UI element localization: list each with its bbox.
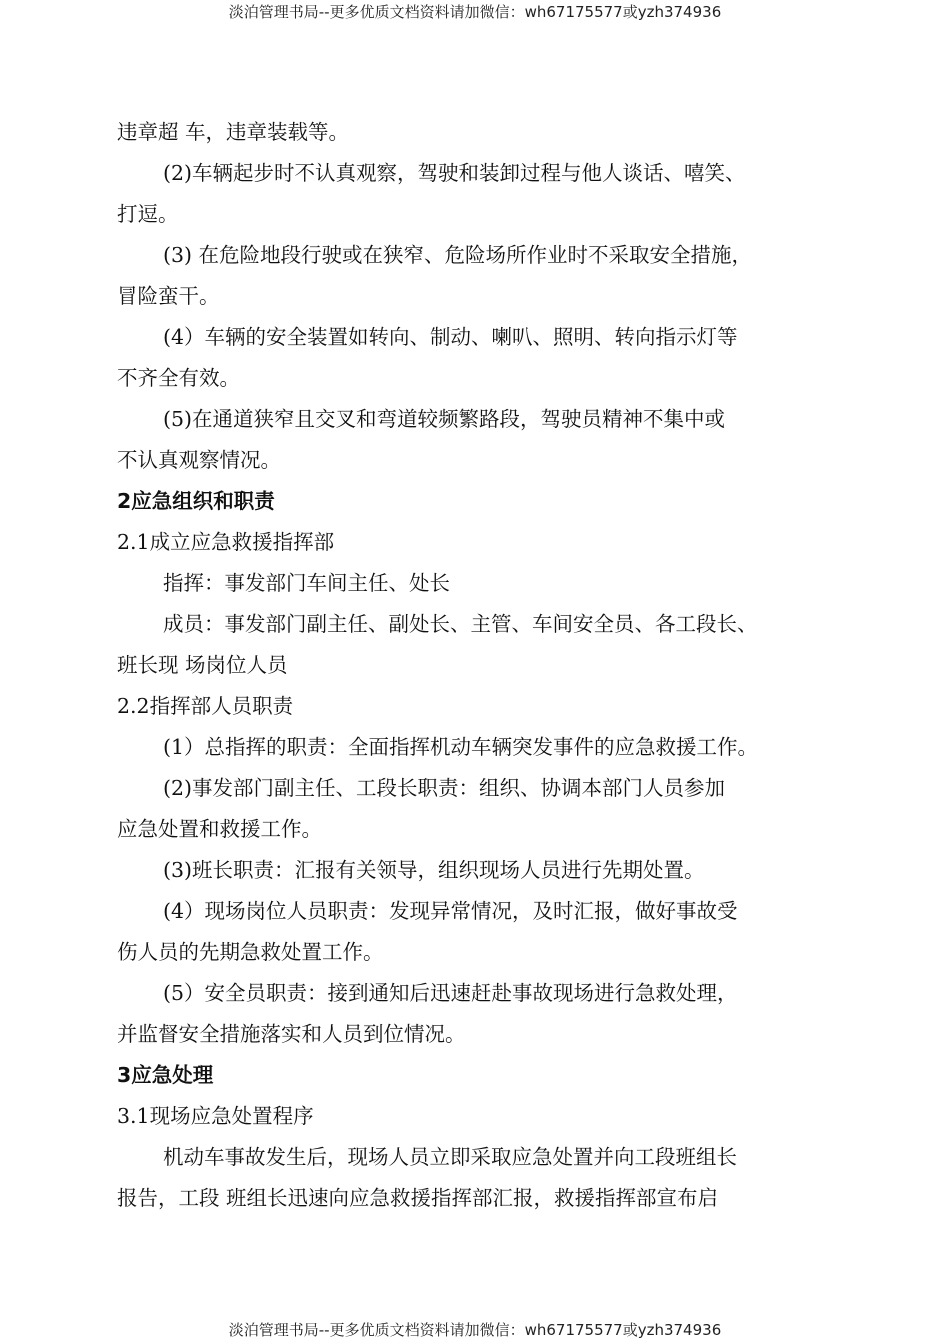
body-line: (5)在通道狭窄且交叉和弯道较频繁路段，驾驶员精神不集中或 (163, 407, 726, 431)
body-line: 冒险蛮干。 (117, 284, 220, 308)
page-footer-banner: 淡泊管理书局--更多优质文档资料请加微信：wh67175577或yzh374936 (228, 1321, 722, 1339)
body-line: 并监督安全措施落实和人员到位情况。 (117, 1022, 466, 1046)
body-line: (1）总指挥的职责：全面指挥机动车辆突发事件的应急救援工作。 (163, 735, 759, 759)
body-line: 违章超 车，违章装载等。 (117, 120, 350, 144)
document-body (117, 112, 847, 1219)
body-line: 应急处置和救援工作。 (117, 817, 322, 841)
body-line: 成员：事发部门副主任、副处长、主管、车间安全员、各工段长、 (163, 612, 758, 636)
body-line: (2)车辆起步时不认真观察，驾驶和装卸过程与他人谈话、嘻笑、 (163, 161, 746, 185)
body-line: 不齐全有效。 (117, 366, 240, 390)
body-line: 指挥：事发部门车间主任、处长 (163, 571, 450, 595)
body-line: (2)事发部门副主任、工段长职责：组织、协调本部门人员参加 (163, 776, 726, 800)
body-line: (4）现场岗位人员职责：发现异常情况，及时汇报，做好事故受 (163, 899, 738, 923)
body-line: (3)班长职责：汇报有关领导，组织现场人员进行先期处置。 (163, 858, 705, 882)
body-line: 打逗。 (117, 202, 179, 226)
page-header-banner: 淡泊管理书局--更多优质文档资料请加微信：wh67175577或yzh374936 (228, 3, 722, 21)
body-line: 机动车事故发生后，现场人员立即采取应急处置并向工段班组长 (163, 1145, 737, 1169)
body-line: (4）车辆的安全装置如转向、制动、喇叭、照明、转向指示灯等 (163, 325, 738, 349)
section-heading: 3应急处理 (117, 1063, 214, 1087)
body-line: 班长现 场岗位人员 (117, 653, 288, 677)
body-line: (5）安全员职责：接到通知后迅速赶赴事故现场进行急救处理， (163, 981, 738, 1005)
body-line: (3) 在危险地段行驶或在狭窄、危险场所作业时不采取安全措施， (163, 243, 753, 267)
section-heading: 2应急组织和职责 (117, 489, 275, 513)
subsection-heading: 2.2指挥部人员职责 (117, 694, 294, 718)
body-line: 不认真观察情况。 (117, 448, 281, 472)
subsection-heading: 2.1成立应急救援指挥部 (117, 530, 335, 554)
body-line: 报告，工段 班组长迅速向应急救援指挥部汇报，救援指挥部宣布启 (117, 1186, 719, 1210)
body-line: 伤人员的先期急救处置工作。 (117, 940, 384, 964)
subsection-heading: 3.1现场应急处置程序 (117, 1104, 314, 1128)
